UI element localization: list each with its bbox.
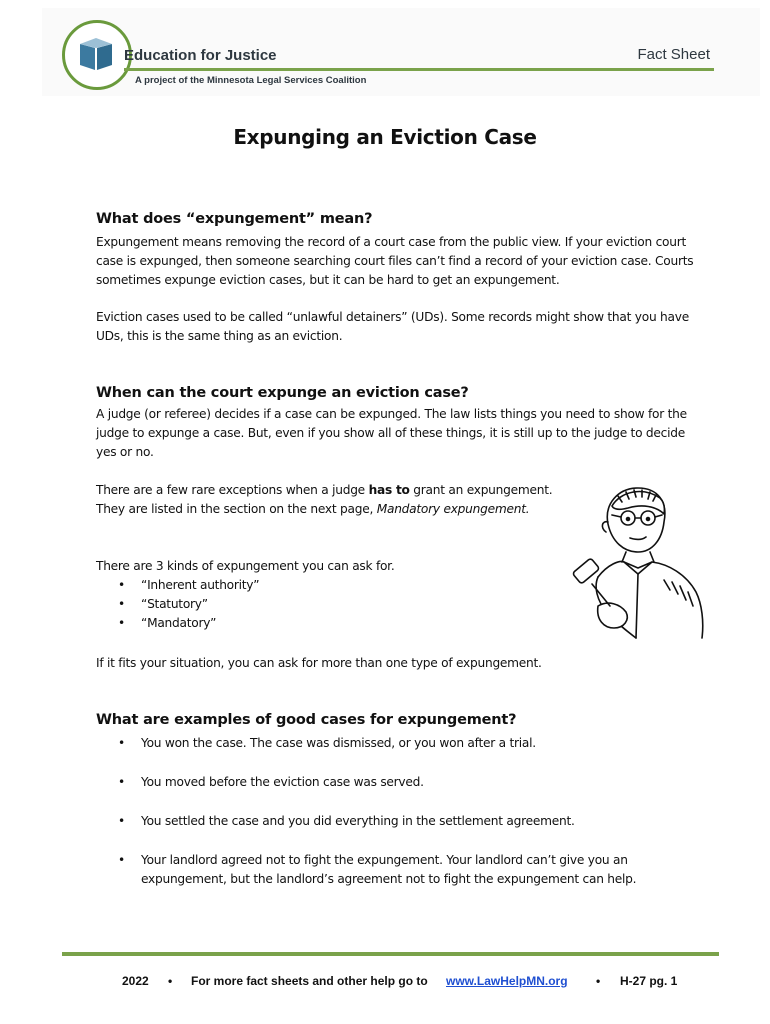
footer-separator: • bbox=[168, 974, 173, 988]
paragraph-exceptions bbox=[96, 481, 561, 519]
paragraph-closing: If it fits your situation, you can ask for more than one type of expungement. bbox=[96, 656, 542, 670]
paragraph-judge-decides: A judge (or referee) decides if a case can be expunged. The law lists things you need to show for the judge to expunge a case. But, even if you show all of these things, it is still up to the judge to decide yes or no. bbox=[96, 407, 687, 459]
list-item: • Your landlord agreed not to fight the expungement. Your landlord can’t give you an expungement, but the landlord’s agreement not to fight the expungement can help. bbox=[118, 851, 688, 889]
document-title: Expunging an Eviction Case bbox=[233, 125, 537, 149]
section-heading-meaning: What does “expungement” mean? bbox=[96, 211, 373, 227]
judge-with-gavel-illustration bbox=[568, 482, 718, 642]
paragraph-unlawful-detainers: Eviction cases used to be called “unlawful detainers” (UDs). Some records might show that you have UDs, this is the same thing as an eviction. bbox=[96, 310, 689, 343]
lawhelpmn-link[interactable]: www.LawHelpMN.org bbox=[446, 974, 568, 988]
exceptions-bold-text: has to bbox=[368, 483, 410, 497]
header-rule bbox=[124, 68, 714, 71]
list-item: • You settled the case and you did everything in the settlement agreement. bbox=[118, 812, 688, 831]
list-item: • “Mandatory” bbox=[118, 614, 259, 633]
list-item: • You won the case. The case was dismissed, or you won after a trial. bbox=[118, 734, 688, 753]
examples-list bbox=[118, 734, 688, 889]
paragraph-meaning: Expungement means removing the record of a court case from the public view. If your eviction court case is expunged, then someone searching court files can’t find a record of your eviction case. Courts sometimes expunge eviction cases, but it can be hard to get an expungement. bbox=[96, 235, 694, 287]
footer-separator: • bbox=[596, 974, 601, 988]
exceptions-text: There are a few rare exceptions when a judge bbox=[96, 483, 369, 497]
footer-page-ref: H-27 pg. 1 bbox=[620, 974, 678, 988]
org-tagline: A project of the Minnesota Legal Services Coalition bbox=[135, 75, 367, 86]
list-item: • “Inherent authority” bbox=[118, 576, 259, 595]
section-heading-examples: What are examples of good cases for expungement? bbox=[96, 712, 517, 728]
paragraph-kinds-intro: There are 3 kinds of expungement you can ask for. bbox=[96, 559, 395, 573]
kinds-list bbox=[118, 576, 259, 633]
org-name: Education for Justice bbox=[124, 47, 277, 64]
footer-year: 2022 bbox=[122, 974, 149, 988]
exceptions-text-continued: grant an expungement. They are listed in the section on the next page, bbox=[96, 483, 553, 516]
footer-help-text: For more fact sheets and other help go to bbox=[191, 974, 428, 988]
mandatory-expungement-reference: Mandatory expungement. bbox=[376, 502, 530, 516]
list-item: • You moved before the eviction case was served. bbox=[118, 773, 688, 792]
footer-rule bbox=[62, 952, 719, 956]
list-item: • “Statutory” bbox=[118, 595, 259, 614]
section-heading-when: When can the court expunge an eviction case? bbox=[96, 385, 469, 401]
book-logo-icon bbox=[76, 34, 116, 74]
fact-sheet-label: Fact Sheet bbox=[637, 46, 710, 63]
